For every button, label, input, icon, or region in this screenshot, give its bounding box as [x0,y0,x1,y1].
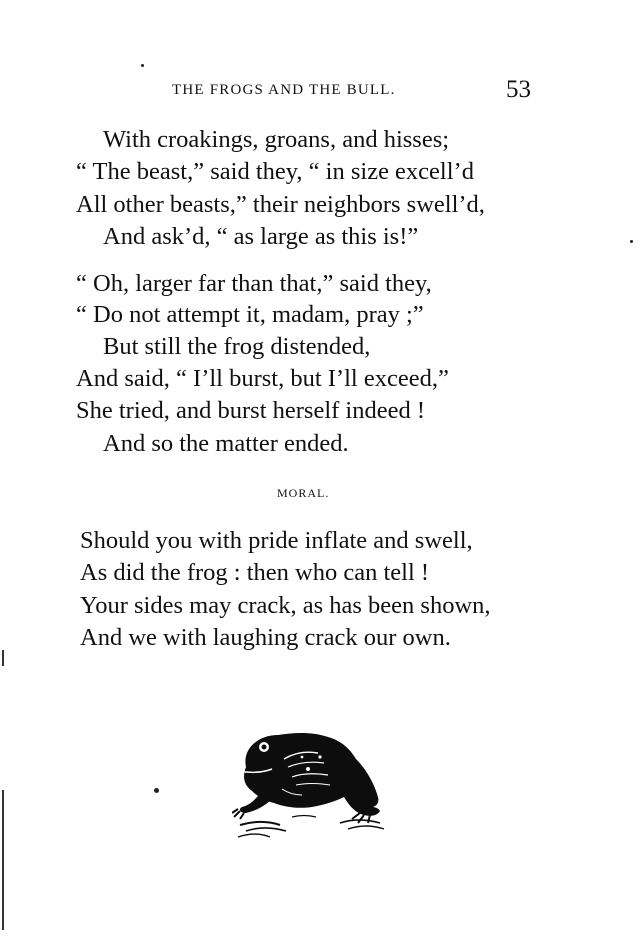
scan-speck [141,64,144,67]
verse-line: With croakings, groans, and hisses; [103,126,450,153]
verse-line: Should you with pride inflate and swell, [80,527,473,554]
verse-line: “ The beast,” said they, “ in size excell’d [76,158,474,185]
verse-line: She tried, and burst herself indeed ! [76,397,426,424]
verse-line: And so the matter ended. [103,430,349,457]
running-title: THE FROGS AND THE BULL. [172,82,396,98]
verse-line: And we with laughing crack our own. [80,624,451,651]
page-number: 53 [506,76,531,103]
verse-line: And ask’d, “ as large as this is!” [103,223,419,250]
moral-heading: MORAL. [277,486,330,500]
verse-line: “ Oh, larger far than that,” said they, [76,270,432,297]
verse-line: And said, “ I’ll burst, but I’ll exceed,” [76,365,449,392]
verse-line: As did the frog : then who can tell ! [80,559,430,586]
frog-woodcut-icon [232,727,387,842]
verse-line: But still the frog distended, [103,333,371,360]
page-edge-mark [2,650,4,666]
verse-line: All other beasts,” their neighbors swell’d, [76,191,485,218]
verse-line: Your sides may crack, as has been shown, [80,592,491,619]
scan-speck [630,240,633,243]
verse-line: “ Do not attempt it, madam, pray ;” [76,301,424,328]
running-head [0,78,643,108]
scan-speck [154,788,159,793]
page-edge-mark [2,790,4,930]
